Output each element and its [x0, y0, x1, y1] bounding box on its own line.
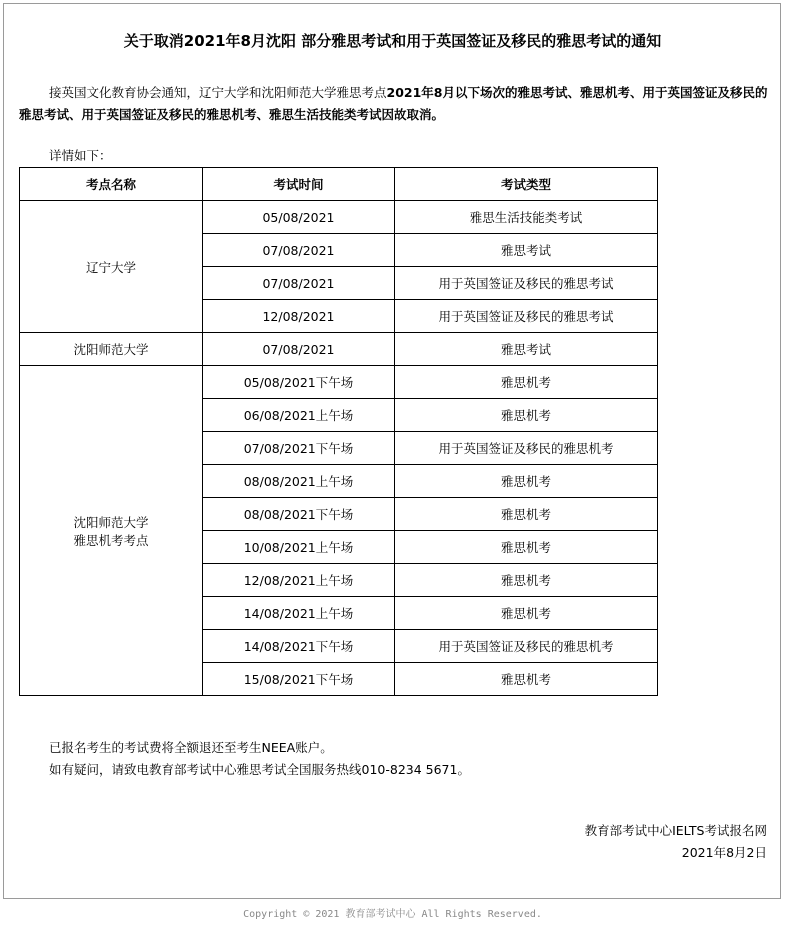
date-cell: 14/08/2021上午场: [203, 597, 395, 630]
date-cell: 05/08/2021下午场: [203, 366, 395, 399]
type-cell: 雅思考试: [395, 234, 658, 267]
venue-line2: 雅思机考考点: [73, 532, 149, 548]
date-cell: 07/08/2021: [203, 333, 395, 366]
table-header-row: [20, 168, 658, 201]
venue-line1: 沈阳师范大学: [73, 514, 149, 530]
header-venue: 考点名称: [20, 168, 203, 201]
type-cell: 雅思机考: [395, 498, 658, 531]
date-cell: 14/08/2021下午场: [203, 630, 395, 663]
type-cell: 用于英国签证及移民的雅思考试: [395, 300, 658, 333]
type-cell: 雅思考试: [395, 333, 658, 366]
type-cell: 雅思机考: [395, 399, 658, 432]
type-cell: 用于英国签证及移民的雅思考试: [395, 267, 658, 300]
type-cell: 用于英国签证及移民的雅思机考: [395, 630, 658, 663]
notice-cancel-text: 2021年8月以下场次的雅思考试、雅思机考、用于英国签证及移民的雅思考试、用于英国签证及移民的雅思机考、雅思生活技能类考试因故取消。: [19, 85, 768, 122]
type-cell: 雅思机考: [395, 564, 658, 597]
venue-cell: 沈阳师范大学: [20, 333, 203, 366]
type-cell: 雅思机考: [395, 597, 658, 630]
type-cell: 雅思生活技能类考试: [395, 201, 658, 234]
table-row: [20, 333, 658, 366]
cancelled-exam-table: [19, 167, 658, 696]
table-row: [20, 366, 658, 399]
date-cell: 12/08/2021: [203, 300, 395, 333]
type-cell: 用于英国签证及移民的雅思机考: [395, 432, 658, 465]
venue-cell: [20, 366, 203, 696]
contact-note: 如有疑问，请致电教育部考试中心雅思考试全国服务热线010-8234 5671。: [49, 762, 470, 777]
type-cell: 雅思机考: [395, 465, 658, 498]
table-row: [20, 201, 658, 234]
date-cell: 06/08/2021上午场: [203, 399, 395, 432]
issuing-org: 教育部考试中心IELTS考试报名网: [584, 823, 767, 838]
date-cell: 05/08/2021: [203, 201, 395, 234]
date-cell: 07/08/2021: [203, 234, 395, 267]
header-date: 考试时间: [203, 168, 395, 201]
header-type: 考试类型: [395, 168, 658, 201]
refund-note: 已报名考生的考试费将全额退还至考生NEEA账户。: [49, 740, 333, 755]
venue-cell: 辽宁大学: [20, 201, 203, 333]
date-cell: 08/08/2021上午场: [203, 465, 395, 498]
issue-date: 2021年8月2日: [681, 845, 767, 860]
page-title: 关于取消2021年8月沈阳 部分雅思考试和用于英国签证及移民的雅思考试的通知: [123, 32, 662, 50]
type-cell: 雅思机考: [395, 531, 658, 564]
date-cell: 08/08/2021下午场: [203, 498, 395, 531]
notice-intro-text: 接英国文化教育协会通知，辽宁大学和沈阳师范大学雅思考点: [49, 85, 387, 100]
date-cell: 10/08/2021上午场: [203, 531, 395, 564]
type-cell: 雅思机考: [395, 663, 658, 696]
type-cell: 雅思机考: [395, 366, 658, 399]
copyright-text: Copyright © 2021 教育部考试中心 All Rights Reserved.: [243, 909, 542, 920]
date-cell: 12/08/2021上午场: [203, 564, 395, 597]
signature-block: [585, 820, 767, 864]
date-cell: 15/08/2021下午场: [203, 663, 395, 696]
date-cell: 07/08/2021下午场: [203, 432, 395, 465]
date-cell: 07/08/2021: [203, 267, 395, 300]
detail-label: 详情如下：: [49, 148, 112, 163]
footer-notes: [49, 737, 470, 781]
notice-paragraph: [19, 82, 771, 126]
